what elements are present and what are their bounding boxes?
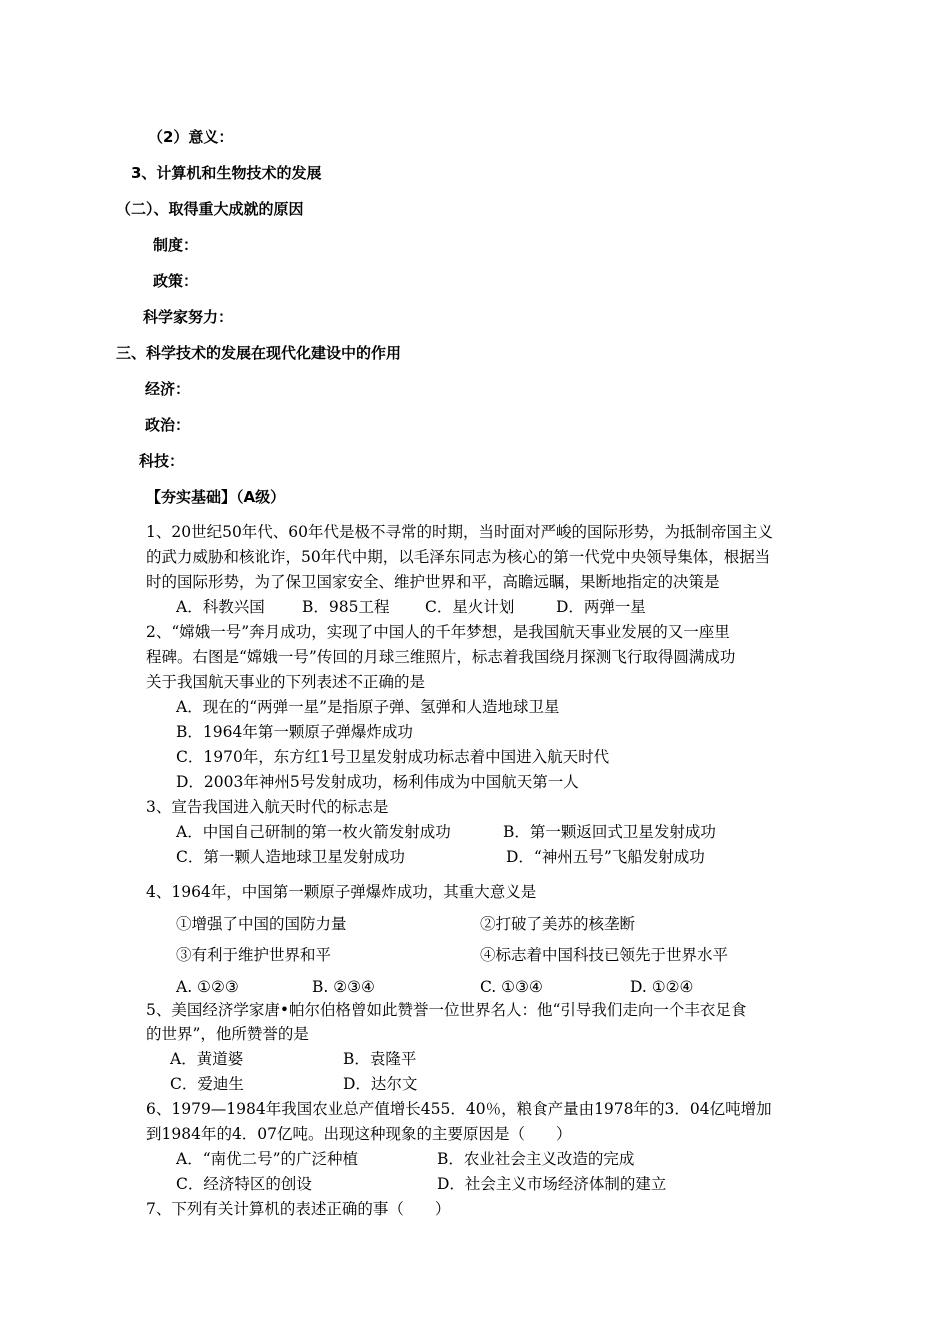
q1-option-a: A．科教兴国 [176, 598, 265, 616]
q6-option-a: A．“南优二号”的广泛种植 [176, 1150, 359, 1168]
role-economy: 经济： [145, 380, 191, 398]
q1-option-b: B．985工程 [302, 598, 390, 616]
reason-policy: 政策： [153, 272, 199, 290]
q4-item-2: ②打破了美苏的核垄断 [480, 915, 636, 933]
q7-line-1: 7、下列有关计算机的表述正确的事（ ） [146, 1200, 451, 1218]
section-three-heading: 三、科学技术的发展在现代化建设中的作用 [116, 344, 402, 362]
section-computer-biotech: 3、计算机和生物技术的发展 [131, 164, 322, 182]
q1-line-1: 1、20世纪50年代、60年代是极不寻常的时期，当时面对严峻的国际形势，为抵制帝国主义 [146, 523, 774, 541]
q4-option-b: B. ②③④ [312, 978, 375, 996]
q5-option-b: B．袁隆平 [343, 1050, 417, 1068]
q4-option-d: D. ①②④ [630, 978, 694, 996]
q4-option-a: A. ①②③ [176, 978, 239, 996]
q4-item-3: ③有利于维护世界和平 [176, 946, 332, 964]
q2-line-3: 关于我国航天事业的下列表述不正确的是 [146, 673, 426, 691]
q2-option-c: C．1970年，东方红1号卫星发射成功标志着中国进入航天时代 [176, 748, 610, 766]
q4-item-4: ④标志着中国科技已领先于世界水平 [480, 946, 729, 964]
reason-system: 制度： [153, 236, 199, 254]
exercise-heading: 【夯实基础】（A级） [146, 488, 286, 506]
q3-line-1: 3、宣告我国进入航天时代的标志是 [146, 798, 389, 816]
q5-option-c: C．爱迪生 [170, 1075, 244, 1093]
q6-option-c: C．经济特区的创设 [176, 1175, 312, 1193]
q3-option-a: A．中国自己研制的第一枚火箭发射成功 [176, 823, 451, 841]
q2-option-b: B．1964年第一颗原子弹爆炸成功 [176, 723, 413, 741]
q4-line-1: 4、1964年，中国第一颗原子弹爆炸成功，其重大意义是 [146, 883, 537, 901]
q5-option-d: D．达尔文 [343, 1075, 418, 1093]
q1-line-3: 时的国际形势，为了保卫国家安全、维护世界和平，高瞻远瞩，果断地指定的决策是 [146, 573, 720, 591]
role-technology: 科技： [139, 452, 185, 470]
q1-option-c: C．星火计划 [425, 598, 515, 616]
section-meaning: （2）意义： [148, 128, 234, 146]
q4-item-1: ①增强了中国的国防力量 [176, 915, 347, 933]
q1-line-2: 的武力威胁和核讹诈，50年代中期，以毛泽东同志为核心的第一代党中央领导集体，根据当 [146, 548, 771, 566]
q2-line-1: 2、“嫦娥一号”奔月成功，实现了中国人的千年梦想，是我国航天事业发展的又一座里 [146, 623, 730, 641]
q6-option-d: D．社会主义市场经济体制的建立 [437, 1175, 667, 1193]
q2-option-d: D．2003年神州5号发射成功，杨利伟成为中国航天第一人 [176, 773, 579, 791]
q5-line-1: 5、美国经济学家唐•帕尔伯格曾如此赞誉一位世界名人：他“引导我们走向一个丰衣足食 [146, 1001, 747, 1019]
q1-option-d: D．两弹一星 [556, 598, 646, 616]
reason-scientists: 科学家努力： [143, 308, 234, 326]
q6-line-1: 6、1979—1984年我国农业总产值增长455．40％，粮食产量由1978年的3．04亿吨增加 [146, 1100, 772, 1118]
q3-option-c: C．第一颗人造地球卫星发射成功 [176, 848, 405, 866]
q6-option-b: B．农业社会主义改造的完成 [437, 1150, 635, 1168]
q5-option-a: A．黄道婆 [170, 1050, 244, 1068]
q3-option-d: D．“神州五号”飞船发射成功 [506, 848, 705, 866]
q3-option-b: B．第一颗返回式卫星发射成功 [503, 823, 716, 841]
role-politics: 政治： [145, 416, 191, 434]
q2-option-a: A．现在的“两弹一星”是指原子弹、氢弹和人造地球卫星 [176, 698, 560, 716]
q4-option-c: C. ①③④ [480, 978, 543, 996]
q6-line-2: 到1984年的4．07亿吨。出现这种现象的主要原因是（ ） [146, 1125, 572, 1143]
section-reasons-heading: （二）、取得重大成就的原因 [116, 200, 304, 218]
q5-line-2: 的世界”，他所赞誉的是 [146, 1025, 309, 1043]
q2-line-2: 程碑。右图是“嫦娥一号”传回的月球三维照片，标志着我国绕月探测飞行取得圆满成功 [146, 648, 736, 666]
